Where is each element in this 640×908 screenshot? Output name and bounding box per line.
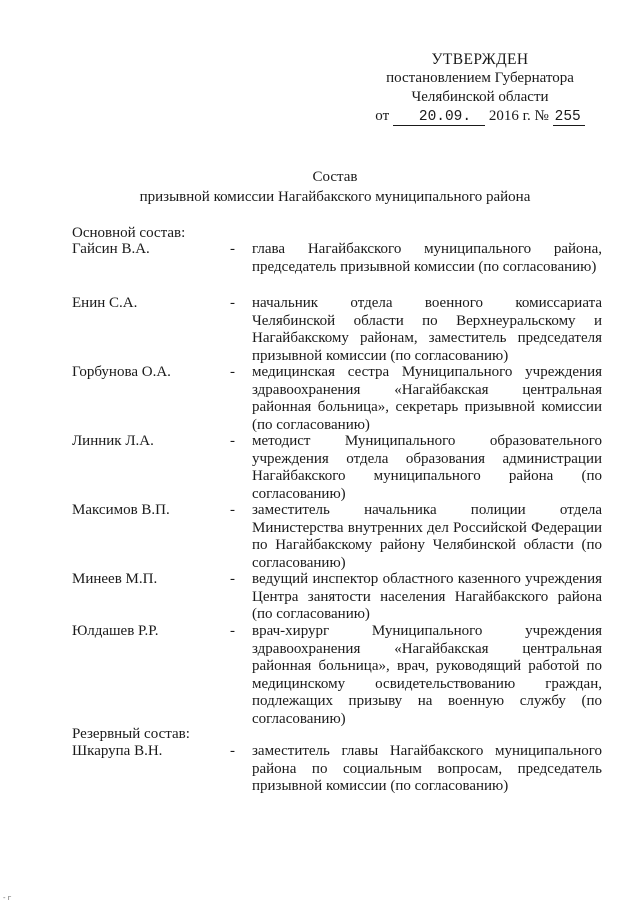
member-role: глава Нагайбакского муниципального района, председатель призывной комиссии (по согласованию) bbox=[252, 241, 602, 275]
member-role: заместитель главы Нагайбакского муниципального района по социальным вопросам, председатель призывной комиссии (по согласованию) bbox=[252, 743, 602, 795]
approval-line-1: постановлением Губернатора bbox=[386, 70, 574, 86]
approval-date: 20.09. bbox=[393, 109, 485, 126]
member-role: начальник отдела военного комиссариата Челябинской области по Верхнеуральскому и Нагайбакскому районам, заместитель председателя призывной комиссии (по согласованию) bbox=[252, 295, 602, 364]
member-dash: - bbox=[230, 433, 235, 449]
member-name: Юлдашев Р.Р. bbox=[72, 623, 159, 639]
main-section-label: Основной состав: bbox=[72, 225, 186, 241]
member-dash: - bbox=[230, 502, 235, 518]
member-dash: - bbox=[230, 743, 235, 759]
member-name: Гайсин В.А. bbox=[72, 241, 150, 257]
member-role: заместитель начальника полиции отдела Министерства внутренних дел Российской Федерации по Нагайбакскому району Челябинской области (по согласованию) bbox=[252, 502, 602, 571]
member-name: Шкарупа В.Н. bbox=[72, 743, 163, 759]
member-role: методист Муниципального образовательного учреждения отдела образования администрации Нагайбакского муниципального района (по согласованию) bbox=[252, 433, 602, 502]
document-title bbox=[70, 167, 600, 207]
approval-word: УТВЕРЖДЕН bbox=[431, 51, 529, 68]
member-name: Максимов В.П. bbox=[72, 502, 170, 518]
member-dash: - bbox=[230, 364, 235, 380]
title-line-2: призывной комиссии Нагайбакского муниципального района bbox=[139, 189, 531, 205]
approval-stamp bbox=[360, 50, 600, 127]
member-name: Енин С.А. bbox=[72, 295, 138, 311]
scan-artifact-mark: - г bbox=[3, 894, 12, 902]
member-dash: - bbox=[230, 623, 235, 639]
approval-number: 255 bbox=[553, 109, 585, 126]
approval-line-2: Челябинской области bbox=[411, 89, 549, 105]
member-dash: - bbox=[230, 295, 235, 311]
member-role: медицинская сестра Муниципального учреждения здравоохранения «Нагайбакская центральная районная больница», секретарь призывной комиссии (по согласованию) bbox=[252, 364, 602, 433]
member-role: ведущий инспектор областного казенного учреждения Центра занятости населения Нагайбакского района (по согласованию) bbox=[252, 571, 602, 623]
member-name: Линник Л.А. bbox=[72, 433, 154, 449]
reserve-section-label: Резервный состав: bbox=[72, 726, 190, 742]
approval-date-prefix: от bbox=[375, 108, 390, 124]
approval-date-line bbox=[360, 107, 600, 127]
member-dash: - bbox=[230, 241, 235, 257]
member-role: врач-хирург Муниципального учреждения здравоохранения «Нагайбакская центральная районная больница», врач, руководящий работой по медицинскому освидетельствованию граждан, подлежащих призыву на военную службу (по согласованию) bbox=[252, 623, 602, 727]
approval-year-text: 2016 г. № bbox=[488, 108, 549, 124]
member-name: Минеев М.П. bbox=[72, 571, 158, 587]
member-name: Горбунова О.А. bbox=[72, 364, 171, 380]
title-line-1: Состав bbox=[312, 169, 358, 185]
member-dash: - bbox=[230, 571, 235, 587]
